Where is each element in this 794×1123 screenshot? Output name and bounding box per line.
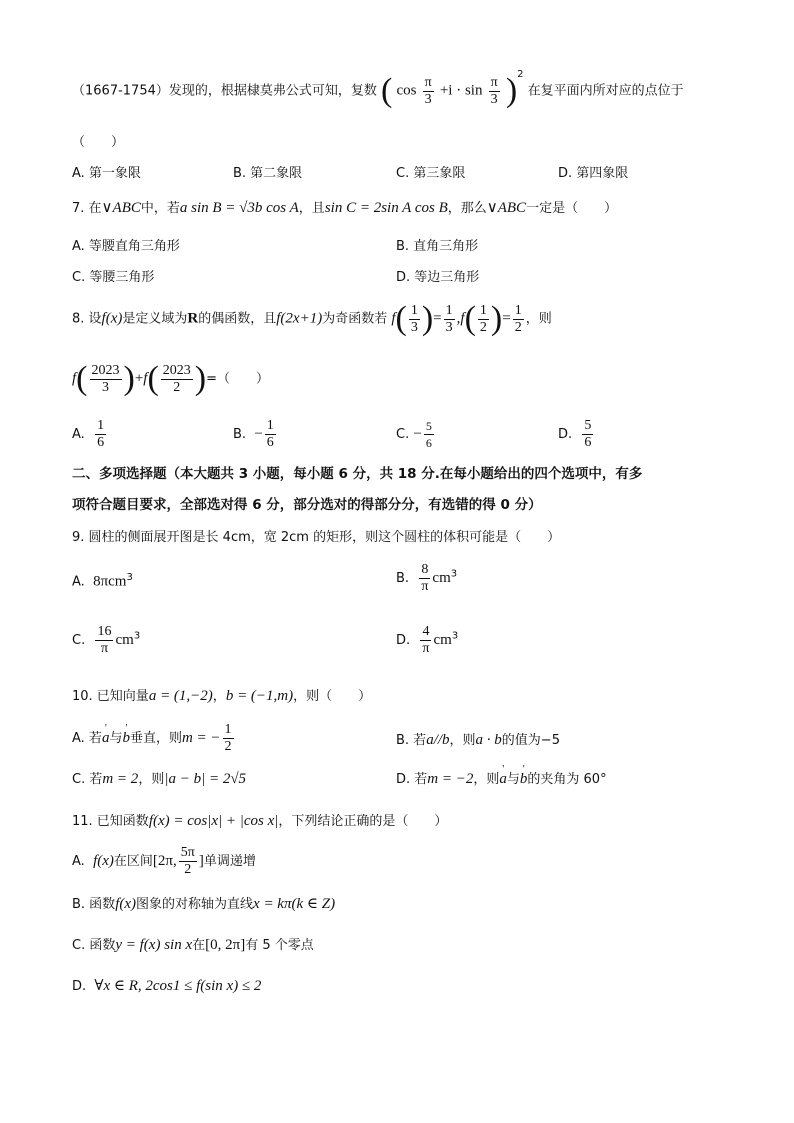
q10-option-d: D. 若m = −2，则' a与' b的夹角为 60° bbox=[396, 768, 607, 788]
q8-stem: 8. 设f(x)是定义域为R的偶函数，且f(2x+1)为奇函数若 f( $\frac{1}{3}$ )= $\frac{1}{3}$ ,f( $\frac{1}{2}$ )= $\frac{1}{2}$ ，则 bbox=[72, 300, 552, 337]
q11-option-a: A. f(x)在区间[2π, $\frac{5\pi}{2}$ ]单调递增 bbox=[72, 845, 256, 877]
pi-over-3: $\frac{\pi}{3}$ bbox=[424, 74, 432, 107]
q8-expression: f( $\frac{2023}{3}$ )+f( $\frac{2023}{2}$ )=（ ） bbox=[72, 360, 270, 397]
i-sin-label: +i · sin bbox=[439, 82, 483, 99]
q6-option-d: D. 第四象限 bbox=[558, 166, 629, 181]
q8-option-d: D. $\frac{5}{6}$ bbox=[558, 418, 592, 450]
q6-option-b: B. 第二象限 bbox=[233, 166, 303, 181]
q7-option-c: C. 等腰三角形 bbox=[72, 270, 155, 285]
q8-option-a: A. $\frac{1}{6}$ bbox=[72, 418, 105, 450]
q7-option-a: A. 等腰直角三角形 bbox=[72, 239, 180, 254]
q9-stem: 9. 圆柱的侧面展开图是长 4cm，宽 2cm 的矩形，则这个圆柱的体积可能是（ ） bbox=[72, 530, 561, 545]
q10-option-a: A. 若' a与' b垂直，则m = − $\frac{1}{2}$ bbox=[72, 722, 236, 755]
q11-stem: 11. 已知函数f(x) = cos|x| + |cos x|，下列结论正确的是（ ） bbox=[72, 813, 448, 829]
q9-option-b: B. $\frac{8}{\pi}$ $cm^3$ bbox=[396, 562, 458, 594]
q7-option-b: B. 直角三角形 bbox=[396, 239, 479, 254]
q8-option-c: C. − $\frac{5}{6}$ bbox=[396, 419, 432, 450]
q11-option-d: D. ∀x ∈ R, 2cos1 ≤ f(sin x) ≤ 2 bbox=[72, 978, 262, 994]
section2-heading-line1: 二、多项选择题（本大题共 3 小题，每小题 6 分，共 18 分.在每小题给出的四个选项中，有多 bbox=[72, 466, 643, 482]
q10-stem: 10. 已知向量a = (1,−2)，b = (−1,m)，则（ ） bbox=[72, 688, 372, 704]
intro-tail: 在复平面内所对应的点位于 bbox=[527, 83, 684, 99]
intro-line: （1667-1754）发现的，根据棣莫弗公式可知，复数 ( cos $\frac{\pi}{3}$ +i · sin $\frac{\pi}{3}$ )$^2$ 在复平面内所对应的点位于 bbox=[72, 69, 684, 109]
section2-heading-line2: 项符合题目要求，全部选对得 6 分，部分选对的得部分分，有选错的得 0 分） bbox=[72, 497, 542, 513]
q7-stem: 7. 在∨ABC中，若a sin B = √3b cos A，且sin C = 2sin A cos B，那么∨ABC一定是（ ） bbox=[72, 200, 618, 216]
q10-option-b: B. 若a//b，则a · b的值为−5 bbox=[396, 732, 560, 748]
square-exp: 2 bbox=[517, 69, 524, 81]
q11-option-c: C. 函数y = f(x) sin x在[0, 2π]有 5 个零点 bbox=[72, 937, 314, 953]
q9-option-a: A. 8πcm$^3$ bbox=[72, 572, 133, 590]
q9-option-c: C. $\frac{16}{\pi}$ $cm^3$ bbox=[72, 624, 141, 656]
q8-option-b: B. − $\frac{1}{6}$ bbox=[233, 418, 274, 450]
q10-option-c: C. 若m = 2，则|a − b| = 2√5 bbox=[72, 771, 247, 787]
intro-text: （1667-1754）发现的，根据棣莫弗公式可知，复数 bbox=[72, 83, 377, 99]
q6-option-c: C. 第三象限 bbox=[396, 166, 466, 181]
q9-option-d: D. $\frac{4}{\pi}$ $cm^3$ bbox=[396, 624, 459, 656]
pi-over-3-b: $\frac{\pi}{3}$ bbox=[490, 74, 498, 107]
q11-option-b: B. 函数f(x)图象的对称轴为直线x = kπ(k ∈ Z) bbox=[72, 896, 336, 912]
q7-option-d: D. 等边三角形 bbox=[396, 270, 480, 285]
cos-label: cos bbox=[396, 82, 417, 99]
q6-option-a: A. 第一象限 bbox=[72, 166, 141, 181]
intro-blank: （ ） bbox=[72, 135, 125, 150]
